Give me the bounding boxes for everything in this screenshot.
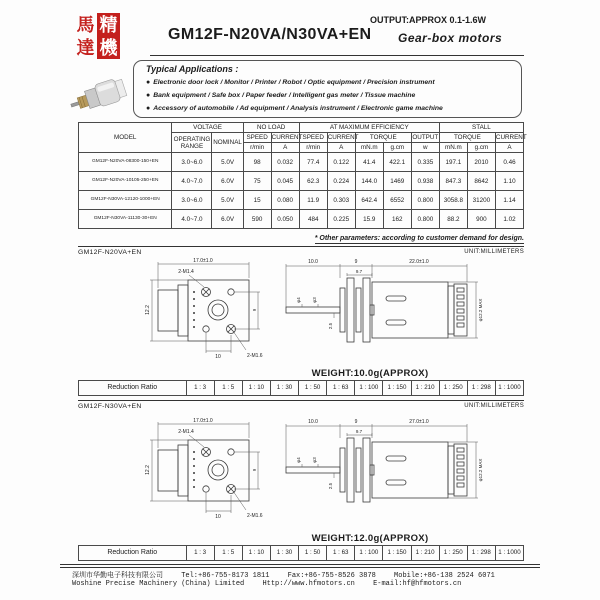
model-cell: GM12F-N30VA-11130-30+EN	[79, 210, 172, 229]
dim-hole-span: 9	[252, 308, 257, 312]
col-oprange: OPERATING RANGE	[172, 133, 212, 153]
logo-char: 機	[97, 36, 120, 59]
ratio-cell: 1 : 1000	[495, 546, 523, 560]
bullet-icon: ●	[146, 79, 151, 86]
col-speed: SPEED	[299, 133, 327, 143]
col-current: CURRENT	[495, 134, 527, 141]
col-stall: STALL	[439, 123, 523, 133]
tel: Tel:+86-755-8173 1811	[181, 572, 270, 580]
model-cell: GM12F-N30VA-12120-1000+EN	[79, 191, 172, 210]
ratio-cell: 1 : 10	[242, 546, 270, 560]
footer-divider	[60, 567, 540, 568]
dim-front-height: 12.2	[145, 305, 151, 315]
dim-screws-top: 2-M1.4	[178, 269, 194, 275]
section-divider	[78, 246, 524, 247]
ratio-cell: 1 : 63	[326, 546, 354, 560]
brand-seal-logo	[74, 13, 120, 59]
table-note: * Other parameters: according to customer demand for design.	[314, 235, 524, 242]
unit-rmin: r/min	[243, 143, 271, 153]
model-cell: GM12F-N20VA-10105-250+EN	[79, 172, 172, 191]
bullet-icon: ●	[146, 105, 151, 112]
unit-a: A	[271, 143, 299, 153]
applications-panel	[133, 60, 522, 118]
table-row: GM12F-N20VA-08300-150+EN 3.0~6.0 5.0V 98 0.032 77.4 0.122 41.4 422.1 0.335 197.1 2010 0.46	[79, 153, 524, 172]
website: Http://www.hfmotors.cn	[262, 580, 355, 588]
product-category: Gear-box motors	[398, 31, 503, 45]
dim-top-width: 17.0±1.0	[193, 258, 213, 264]
reduction-label: Reduction Ratio	[107, 384, 158, 391]
ratio-cell: 1 : 250	[439, 546, 467, 560]
dim-shaft-lead: 10.0	[308, 259, 318, 265]
col-current: CURRENT	[327, 134, 359, 141]
table-row: GM12F-N30VA-12120-1000+EN 3.0~6.0 5.0V 15 0.080 11.9 0.303 642.4 6552 0.800 3058.8 31200 1.14	[79, 191, 524, 210]
dim-front-bottom: 10	[215, 354, 221, 360]
dim-shaft-lead: 10.0	[308, 419, 318, 425]
dim-screws-bottom: 2-M1.6	[247, 353, 263, 359]
dim-shaft-dia1: φ4	[296, 297, 301, 303]
section-label-n20va: GM12F-N20VA+EN	[78, 249, 142, 256]
footer-divider	[60, 564, 540, 565]
col-model: MODEL	[79, 123, 172, 153]
ratio-cell: 1 : 100	[354, 546, 382, 560]
ratio-cell: 1 : 30	[270, 381, 298, 395]
application-item: ● Bank equipment / Safe box / Paper feeder / Intelligent gas meter / Tissue machine	[146, 92, 416, 99]
dim-top-width: 17.0±1.0	[193, 418, 213, 424]
ratio-cell: 1 : 5	[214, 381, 242, 395]
application-item: ● Accessory of automobile / Ad equipment / Analysis instrument / Electronic game machine	[146, 105, 443, 112]
table-row: GM12F-N20VA-10105-250+EN 4.0~7.0 6.0V 75 0.045 62.3 0.224 144.0 1469 0.938 847.3 8642 1.10	[79, 172, 524, 191]
ratio-cell: 1 : 50	[298, 546, 326, 560]
unit-a: A	[327, 143, 355, 153]
n30va-dimension-drawing	[114, 414, 494, 526]
dim-hole-span: 9	[252, 468, 257, 472]
fax: Fax:+86-755-8526 3878	[287, 572, 376, 580]
col-voltage: VOLTAGE	[172, 123, 243, 133]
col-torque: TORQUE	[439, 133, 495, 143]
footer-contact-line	[72, 570, 542, 580]
dim-plate-gap: 9	[354, 259, 358, 265]
n20va-dimension-drawing	[114, 254, 494, 366]
email: E-mail:hf@hfmotors.cn	[373, 580, 462, 588]
ratio-cell: 1 : 298	[467, 381, 495, 395]
ratio-cell: 1 : 210	[411, 381, 439, 395]
ratio-cell: 1 : 150	[382, 546, 410, 560]
ratio-cell: 1 : 298	[467, 546, 495, 560]
ratio-cell: 1 : 63	[326, 381, 354, 395]
ratio-cell: 1 : 250	[439, 381, 467, 395]
reduction-ratio-table-n30va	[78, 545, 524, 561]
dim-shaft-len: 2.5	[328, 482, 333, 490]
unit-w: w	[411, 143, 439, 153]
table-row: GM12F-N30VA-11130-30+EN 4.0~7.0 6.0V 590 0.050 484 0.225 15.9 162 0.800 88.2 900 1.02	[79, 210, 524, 229]
dim-shaft-len: 2.5	[328, 322, 333, 330]
model-cell: GM12F-N20VA-08300-150+EN	[79, 153, 172, 172]
footer-company-line	[72, 580, 542, 588]
col-speed: SPEED	[243, 133, 271, 143]
applications-heading: Typical Applications :	[146, 64, 239, 74]
ratio-cell: 1 : 3	[186, 381, 214, 395]
weight-n30va: WEIGHT:12.0g(APPROX)	[311, 533, 429, 544]
unit-note: UNIT:MILLIMETERS	[464, 403, 524, 409]
section-divider	[78, 400, 524, 401]
col-torque: TORQUE	[355, 133, 411, 143]
company-name-cn: 深圳市华勤电子科技有限公司	[72, 572, 163, 580]
dim-body-dia: φ12.2 MAX	[478, 298, 483, 322]
logo-char: 馬	[76, 14, 95, 35]
motor-photo	[68, 70, 130, 118]
dim-front-bottom: 10	[215, 514, 221, 520]
dim-plate-gap2: 9.7	[355, 269, 363, 274]
unit-rmin: r/min	[299, 143, 327, 153]
ratio-cell: 1 : 30	[270, 546, 298, 560]
spec-table	[78, 122, 527, 229]
ratio-cell: 1 : 5	[214, 546, 242, 560]
output-spec: OUTPUT:APPROX 0.1-1.6W	[370, 15, 487, 25]
logo-char: 精	[97, 13, 120, 36]
ratio-cell: 1 : 3	[186, 546, 214, 560]
dim-body-length: 22.0±1.0	[409, 259, 429, 265]
bullet-icon: ●	[146, 92, 151, 99]
col-current: CURRENT	[271, 134, 303, 141]
unit-a: A	[495, 143, 523, 153]
section-label-n30va: GM12F-N30VA+EN	[78, 403, 142, 410]
application-item: ● Electronic door lock / Monitor / Printer / Robot / Optic equipment / Precision instrument	[146, 79, 435, 86]
col-maxeff: AT MAXIMUM EFFICIENCY	[299, 123, 439, 133]
unit-gcm: g.cm	[467, 143, 495, 153]
page-title: GM12F-N20VA/N30VA+EN	[168, 26, 372, 43]
logo-char: 達	[76, 37, 95, 58]
col-noload: NO LOAD	[243, 123, 299, 133]
dim-front-height: 12.2	[145, 465, 151, 475]
ratio-cell: 1 : 50	[298, 381, 326, 395]
dim-body-length: 27.0±1.0	[409, 419, 429, 425]
ratio-cell: 1 : 100	[354, 381, 382, 395]
col-nominal: NOMINAL	[212, 133, 243, 153]
ratio-cell: 1 : 10	[242, 381, 270, 395]
col-output: OUTPUT	[412, 134, 439, 141]
dim-shaft-dia2: φ3	[312, 297, 317, 303]
ratio-cell: 1 : 210	[411, 546, 439, 560]
dim-plate-gap: 9	[354, 419, 358, 425]
dim-body-dia: φ12.2 MAX	[478, 458, 483, 482]
unit-gcm: g.cm	[383, 143, 411, 153]
dim-screws-bottom: 2-M1.6	[247, 513, 263, 519]
dim-plate-gap2: 9.7	[355, 429, 363, 434]
unit-note: UNIT:MILLIMETERS	[464, 249, 524, 255]
reduction-ratio-table-n20va	[78, 380, 524, 396]
dim-shaft-dia2: φ3	[312, 457, 317, 463]
company-name-en: Woshine Precise Machinery (China) Limited	[72, 580, 245, 588]
header-divider	[150, 55, 524, 56]
ratio-cell: 1 : 1000	[495, 381, 523, 395]
ratio-cell: 1 : 150	[382, 381, 410, 395]
mobile: Mobile:+86-138 2524 6071	[394, 572, 495, 580]
weight-n20va: WEIGHT:10.0g(APPROX)	[311, 368, 429, 379]
dim-shaft-dia1: φ4	[296, 457, 301, 463]
unit-mnm: mN.m	[355, 143, 383, 153]
dim-screws-top: 2-M1.4	[178, 429, 194, 435]
reduction-label: Reduction Ratio	[107, 549, 158, 556]
unit-mnm: mN.m	[439, 143, 467, 153]
